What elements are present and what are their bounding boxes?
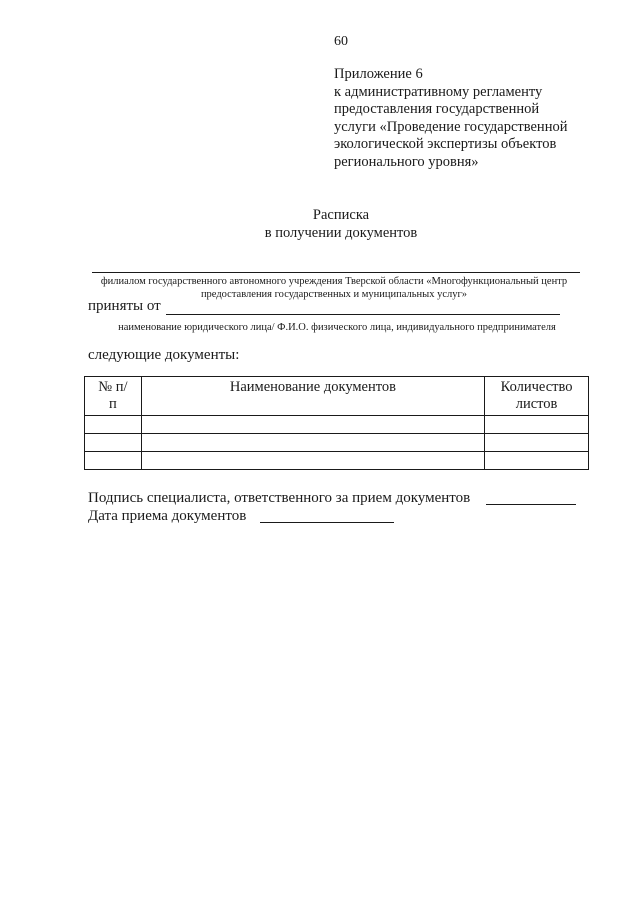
- appendix-line: экологической экспертизы объектов: [334, 136, 557, 152]
- applicant-blank-line: [166, 314, 560, 315]
- date-blank-line: [260, 522, 394, 523]
- documents-table: [84, 376, 589, 470]
- table-cell: [485, 434, 589, 452]
- appendix-line: к административному регламенту: [334, 83, 543, 100]
- table-cell: [141, 416, 484, 434]
- organization-blank-line: [92, 272, 580, 273]
- table-row: [85, 452, 589, 470]
- column-header-count: [485, 377, 589, 416]
- table-cell: [85, 452, 142, 470]
- following-documents-label: следующие документы:: [88, 347, 240, 363]
- document-title: Расписка: [312, 207, 370, 223]
- signature-label: Подпись специалиста, ответственного за прием документов: [88, 490, 471, 506]
- column-header-number-label: № п/п: [98, 379, 128, 412]
- table-cell: [85, 434, 142, 452]
- organization-caption: филиалом государственного автономного учреждения Тверской области «Многофункциональный центр предоставления государственных и муниципальных услуг»: [100, 276, 568, 300]
- appendix-line: Приложение 6: [334, 66, 423, 82]
- column-header-count-label: Количество листов: [500, 379, 573, 412]
- date-label: Дата приема документов: [88, 508, 247, 524]
- applicant-caption: наименование юридического лица/ Ф.И.О. физического лица, индивидуального предпринимателя: [118, 322, 556, 333]
- signature-blank-line: [486, 504, 576, 505]
- accepted-from-label: приняты от: [88, 298, 161, 314]
- column-header-number: [85, 377, 142, 416]
- appendix-header: [334, 66, 567, 171]
- table-cell: [485, 416, 589, 434]
- page-number: 60: [334, 34, 348, 49]
- column-header-name: Наименование документов: [141, 377, 484, 416]
- table-header-row: [85, 377, 589, 416]
- appendix-line: услуги «Проведение государственной: [334, 118, 568, 135]
- table-row: [85, 416, 589, 434]
- table-cell: [141, 434, 484, 452]
- document-subtitle: в получении документов: [264, 225, 418, 241]
- appendix-line: предоставления государственной: [334, 101, 540, 117]
- table-row: [85, 434, 589, 452]
- appendix-line: регионального уровня»: [334, 153, 479, 170]
- table-cell: [141, 452, 484, 470]
- table-cell: [485, 452, 589, 470]
- table-cell: [85, 416, 142, 434]
